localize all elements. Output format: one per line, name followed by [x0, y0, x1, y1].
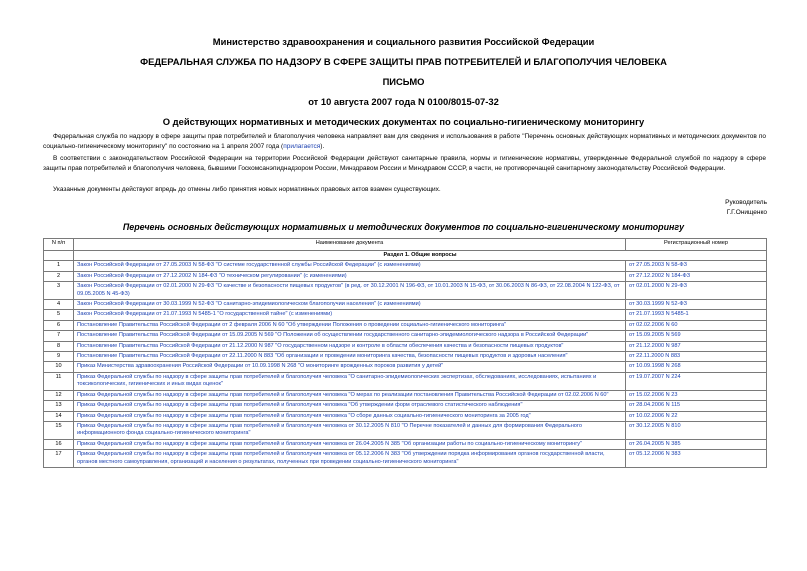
table-header-row	[44, 239, 767, 251]
table-row	[44, 310, 767, 320]
reg-number-link[interactable]: от 28.04.2006 N 115	[626, 401, 767, 411]
document-link[interactable]: Закон Российской Федерации от 27.05.2003 N 58-ФЗ "О системе государственной службы Российской Федерации" (с изменениями)	[74, 261, 626, 271]
reg-number-link[interactable]: от 02.01.2000 N 29-ФЗ	[626, 282, 767, 300]
service-name: ФЕДЕРАЛЬНАЯ СЛУЖБА ПО НАДЗОРУ В СФЕРЕ ЗАЩИТЫ ПРАВ ПОТРЕБИТЕЛЕЙ И БЛАГОПОЛУЧИЯ ЧЕЛОВЕКА	[140, 56, 667, 67]
row-number: 9	[44, 352, 74, 362]
reg-number-link[interactable]: от 05.12.2006 N 383	[626, 450, 767, 468]
reg-number-link[interactable]: от 15.09.2005 N 569	[626, 331, 767, 341]
table-row	[44, 282, 767, 300]
ministry-name: Министерство здравоохранения и социального развития Российской Федерации	[212, 36, 595, 47]
reg-number-link[interactable]: от 22.11.2000 N 883	[626, 352, 767, 362]
row-number: 15	[44, 421, 74, 439]
row-number: 5	[44, 310, 74, 320]
row-number: 4	[44, 300, 74, 310]
document-link[interactable]: Приказ Федеральной службы по надзору в сфере защиты прав потребителей и благополучия человека "О санитарно-эпидемиологических экспертизах, обследованиях, исследованиях, испытаниях и токсикологических, гигиенических и иных видах оценок"	[74, 372, 626, 390]
document-link[interactable]: Приказ Федеральной службы по надзору в сфере защиты прав потребителей и благополучия человека от 05.12.2006 N 383 "Об утверждении порядка информирования органов государственной власти, органов местного самоуправления, организаций и населения о результатах, полученных при проведении социально-гигиенического мониторинга"	[74, 450, 626, 468]
paragraph-1	[43, 132, 766, 151]
table-row	[44, 300, 767, 310]
document-link[interactable]: Закон Российской Федерации от 21.07.1993 N 5485-1 "О государственной тайне" (с изменениями)	[74, 310, 626, 320]
documents-table	[43, 238, 767, 468]
document-link[interactable]: Закон Российской Федерации от 02.01.2000 N 29-ФЗ "О качестве и безопасности пищевых продуктов" (в ред. от 30.12.2001 N 196-ФЗ, от 10.01.2003 N 15-ФЗ, от 30.06.2003 N 86-ФЗ, от 22.08.2004 N 122-ФЗ, от 09.05.2005 N 45-ФЗ)	[74, 282, 626, 300]
section-row	[44, 251, 767, 261]
signature-position: Руководитель	[725, 199, 767, 206]
table-row	[44, 331, 767, 341]
table-row	[44, 372, 767, 390]
paragraph-1-tail: ).	[320, 142, 325, 150]
document-link[interactable]: Постановление Правительства Российской Федерации от 21.12.2000 N 987 "О государственном надзоре и контроле в области обеспечения качества и безопасности пищевых продуктов"	[74, 341, 626, 351]
row-number: 17	[44, 450, 74, 468]
table-row	[44, 362, 767, 372]
paragraph-1-text: Федеральная служба по надзору в сфере защиты прав потребителей и благополучия человека направляет вам для сведения и использования в работе "Перечень основных действующих нормативных и методических документов по социально-гигиеническому мониторингу" по состоянию на 1 апреля 2007 года (	[43, 133, 766, 150]
reg-number-link[interactable]: от 26.04.2005 N 385	[626, 439, 767, 449]
table-row	[44, 401, 767, 411]
reg-number-link[interactable]: от 27.05.2003 N 58-ФЗ	[626, 261, 767, 271]
document-link[interactable]: Закон Российской Федерации от 27.12.2002 N 184-ФЗ "О техническом регулировании" (с изменениями)	[74, 271, 626, 281]
reg-number-link[interactable]: от 19.07.2007 N 224	[626, 372, 767, 390]
document-link[interactable]: Постановление Правительства Российской Федерации от 2 февраля 2006 N 60 "Об утверждении Положения о проведении социально-гигиенического мониторинга"	[74, 320, 626, 330]
document-link[interactable]: Постановление Правительства Российской Федерации от 15.09.2005 N 569 "О Положении об осуществлении государственного санитарно-эпидемиологического надзора в Российской Федерации"	[74, 331, 626, 341]
paragraph-2: В соответствии с законодательством Российской Федерации на территории Российской Федерации действуют санитарные правила, нормы и гигиенические нормативы, утвержденные Федеральной службой по надзору в сфере защиты прав потребителей и благополучия человека, бывшими Госкомсанэпиднадзором России, Минздравом России и Минздравом СССР, в части, не противоречащей санитарному законодательству Российской Федерации.	[43, 155, 766, 172]
document-link[interactable]: Приказ Министерства здравоохранения Российской Федерации от 10.09.1998 N 268 "О мониторинге врожденных пороков развития у детей"	[74, 362, 626, 372]
table-row	[44, 341, 767, 351]
row-number: 8	[44, 341, 74, 351]
row-number: 14	[44, 411, 74, 421]
row-number: 11	[44, 372, 74, 390]
reg-number-link[interactable]: от 10.09.1998 N 268	[626, 362, 767, 372]
doc-subject: О действующих нормативных и методических документах по социально-гигиеническому мониторингу	[162, 116, 645, 127]
list-title: Перечень основных действующих нормативных и методических документов по социально-гигиеническому мониторингу	[122, 222, 685, 232]
table-row	[44, 261, 767, 271]
signature-name: Г.Г.Онищенко	[726, 209, 767, 216]
section-title: Раздел 1. Общие вопросы	[74, 251, 767, 261]
row-number: 13	[44, 401, 74, 411]
row-number: 1	[44, 261, 74, 271]
table-row	[44, 271, 767, 281]
table-row	[44, 352, 767, 362]
section-pad	[44, 251, 74, 261]
row-number: 7	[44, 331, 74, 341]
table-row	[44, 450, 767, 468]
header-reg-number: Регистрационный номер	[626, 239, 767, 251]
table-row	[44, 390, 767, 400]
row-number: 3	[44, 282, 74, 300]
document-link[interactable]: Приказ Федеральной службы по надзору в сфере защиты прав потребителей и благополучия человека от 30.12.2005 N 810 "О Перечне показателей и данных для формирования Федерального информационного фонда социально-гигиенического мониторинга"	[74, 421, 626, 439]
table-row	[44, 320, 767, 330]
reg-number-link[interactable]: от 21.12.2000 N 987	[626, 341, 767, 351]
reg-number-link[interactable]: от 27.12.2002 N 184-ФЗ	[626, 271, 767, 281]
row-number: 12	[44, 390, 74, 400]
header-name: Наименование документа	[74, 239, 626, 251]
reg-number-link[interactable]: от 02.02.2006 N 60	[626, 320, 767, 330]
reg-number-link[interactable]: от 30.12.2005 N 810	[626, 421, 767, 439]
table-row	[44, 411, 767, 421]
table-row	[44, 421, 767, 439]
reg-number-link[interactable]: от 21.07.1993 N 5485-1	[626, 310, 767, 320]
document-link[interactable]: Приказ Федеральной службы по надзору в сфере защиты прав потребителей и благополучия человека "Об утверждении форм отраслевого статистического наблюдения"	[74, 401, 626, 411]
document-link[interactable]: Постановление Правительства Российской Федерации от 22.11.2000 N 883 "Об организации и проведении мониторинга качества, безопасности пищевых продуктов и здоровья населения"	[74, 352, 626, 362]
document-link[interactable]: Закон Российской Федерации от 30.03.1999 N 52-ФЗ "О санитарно-эпидемиологическом благополучии населения" (с изменениями)	[74, 300, 626, 310]
document-link[interactable]: Приказ Федеральной службы по надзору в сфере защиты прав потребителей и благополучия человека "О мерах по реализации постановления Правительства Российской Федерации от 02.02.2006 N 60"	[74, 390, 626, 400]
header-number: N п/п	[44, 239, 74, 251]
document-link[interactable]: Приказ Федеральной службы по надзору в сфере защиты прав потребителей и благополучия человека "О сборе данных социально-гигиенического мониторинга за 2005 год"	[74, 411, 626, 421]
row-number: 10	[44, 362, 74, 372]
reg-number-link[interactable]: от 15.02.2006 N 23	[626, 390, 767, 400]
reg-number-link[interactable]: от 30.03.1999 N 52-ФЗ	[626, 300, 767, 310]
doc-date-number: от 10 августа 2007 года N 0100/8015-07-32	[308, 96, 499, 107]
paragraph-3: Указанные документы действуют впредь до отмены либо принятия новых нормативных правовых актов взамен существующих.	[53, 186, 441, 193]
row-number: 6	[44, 320, 74, 330]
attachment-link[interactable]: прилагается	[283, 142, 321, 150]
row-number: 2	[44, 271, 74, 281]
row-number: 16	[44, 439, 74, 449]
table-row	[44, 439, 767, 449]
reg-number-link[interactable]: от 10.02.2006 N 22	[626, 411, 767, 421]
document-link[interactable]: Приказ Федеральной службы по надзору в сфере защиты прав потребителей и благополучия человека от 26.04.2005 N 385 "Об организации работы по социально-гигиеническому мониторингу"	[74, 439, 626, 449]
doc-type: ПИСЬМО	[382, 76, 425, 87]
